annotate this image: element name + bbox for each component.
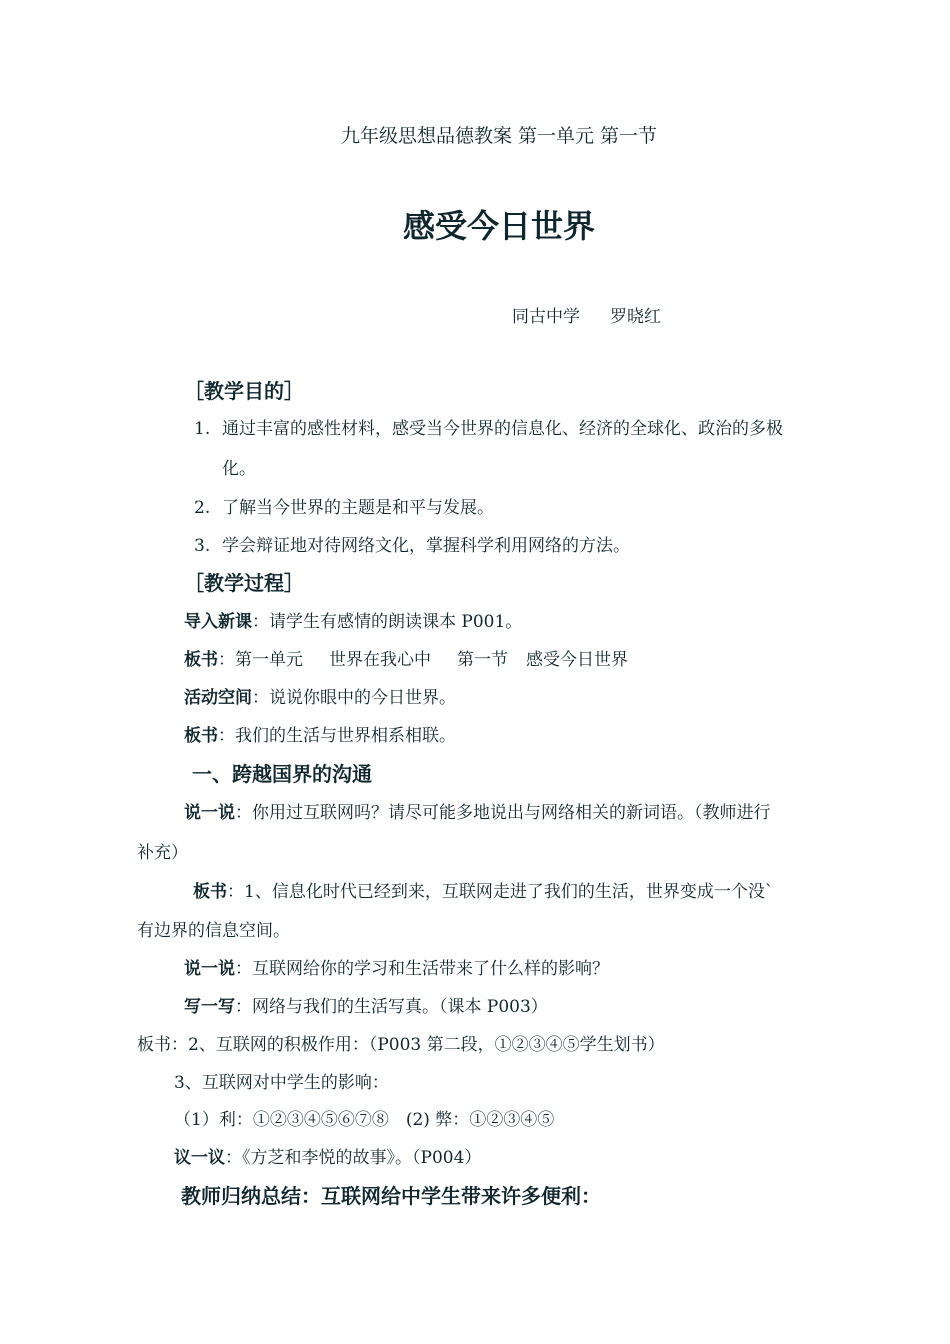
- board-part: 第一节: [457, 650, 508, 670]
- write-line: [184, 999, 548, 1016]
- board-line-3-cont: 有边界的信息空间。: [137, 921, 290, 941]
- say-label: 说一说: [184, 803, 235, 823]
- objective-number: 2.: [194, 498, 211, 518]
- board-text: ：1、信息化时代已经到来，互联网走进了我们的生活，世界变成一个没`: [227, 882, 774, 902]
- discuss-label: 议一议: [174, 1148, 225, 1168]
- point-3-line: 3、互联网对中学生的影响：: [174, 1073, 389, 1093]
- section-heading-1: 一、跨越国界的沟通: [192, 762, 372, 786]
- objectives-heading: ［教学目的］: [184, 379, 304, 403]
- say-text: ：你用过互联网吗？请尽可能多地说出与网络相关的新词语。（教师进行: [235, 803, 771, 823]
- say-text: ：互联网给你的学习和生活带来了什么样的影响？: [235, 959, 609, 979]
- board-line-4: 板书：2、互联网的积极作用：（P003 第二段，①②③④⑤学生划书）: [137, 1035, 665, 1055]
- document-subtitle: 九年级思想品德教案 第一单元 第一节: [340, 125, 658, 147]
- intro-text: ：请学生有感情的朗读课本 P001。: [252, 612, 523, 632]
- objective-text: 学会辩证地对待网络文化，掌握科学利用网络的方法。: [222, 536, 630, 556]
- process-heading: ［教学过程］: [184, 571, 304, 595]
- board-part: 世界在我心中: [329, 650, 431, 670]
- board-text: ：我们的生活与世界相系相联。: [218, 726, 456, 746]
- board-label: 板书: [193, 882, 227, 902]
- board-line-3: [193, 884, 773, 901]
- write-label: 写一写: [184, 997, 235, 1017]
- author-line: [512, 309, 661, 326]
- document-title: 感受今日世界: [402, 207, 595, 245]
- objective-text: 通过丰富的感性材料，感受当今世界的信息化、经济的全球化、政治的多极: [222, 419, 783, 439]
- say-line-1-cont: 补充）: [137, 843, 188, 863]
- pros-cons-line: （1）利：①②③④⑤⑥⑦⑧ (2) 弊：①②③④⑤: [174, 1110, 555, 1130]
- intro-line: [184, 614, 522, 631]
- author-name: 罗晓红: [610, 307, 661, 327]
- activity-text: ：说说你眼中的今日世界。: [252, 688, 456, 708]
- discuss-line: [174, 1150, 481, 1167]
- say-label: 说一说: [184, 959, 235, 979]
- board-part: 感受今日世界: [526, 650, 628, 670]
- school-name: 同古中学: [512, 307, 580, 327]
- board-part: ：第一单元: [218, 650, 303, 670]
- objective-text-cont: 化。: [222, 459, 256, 479]
- say-line-1: [184, 805, 771, 822]
- board-line-2: [184, 728, 456, 745]
- board-label: 板书: [184, 726, 218, 746]
- board-line-1: [184, 652, 628, 669]
- objective-number: 1.: [194, 419, 211, 439]
- discuss-text: ：《方芝和李悦的故事》。（P004）: [225, 1148, 482, 1168]
- activity-line: [184, 690, 456, 707]
- board-label: 板书: [184, 650, 218, 670]
- say-line-2: [184, 961, 609, 978]
- intro-label: 导入新课: [184, 612, 252, 632]
- teacher-summary: 教师归纳总结：互联网给中学生带来许多便利：: [181, 1184, 601, 1208]
- activity-label: 活动空间: [184, 688, 252, 708]
- objective-text: 了解当今世界的主题是和平与发展。: [222, 498, 494, 518]
- write-text: ：网络与我们的生活写真。（课本 P003）: [235, 997, 548, 1017]
- objective-number: 3.: [194, 536, 211, 556]
